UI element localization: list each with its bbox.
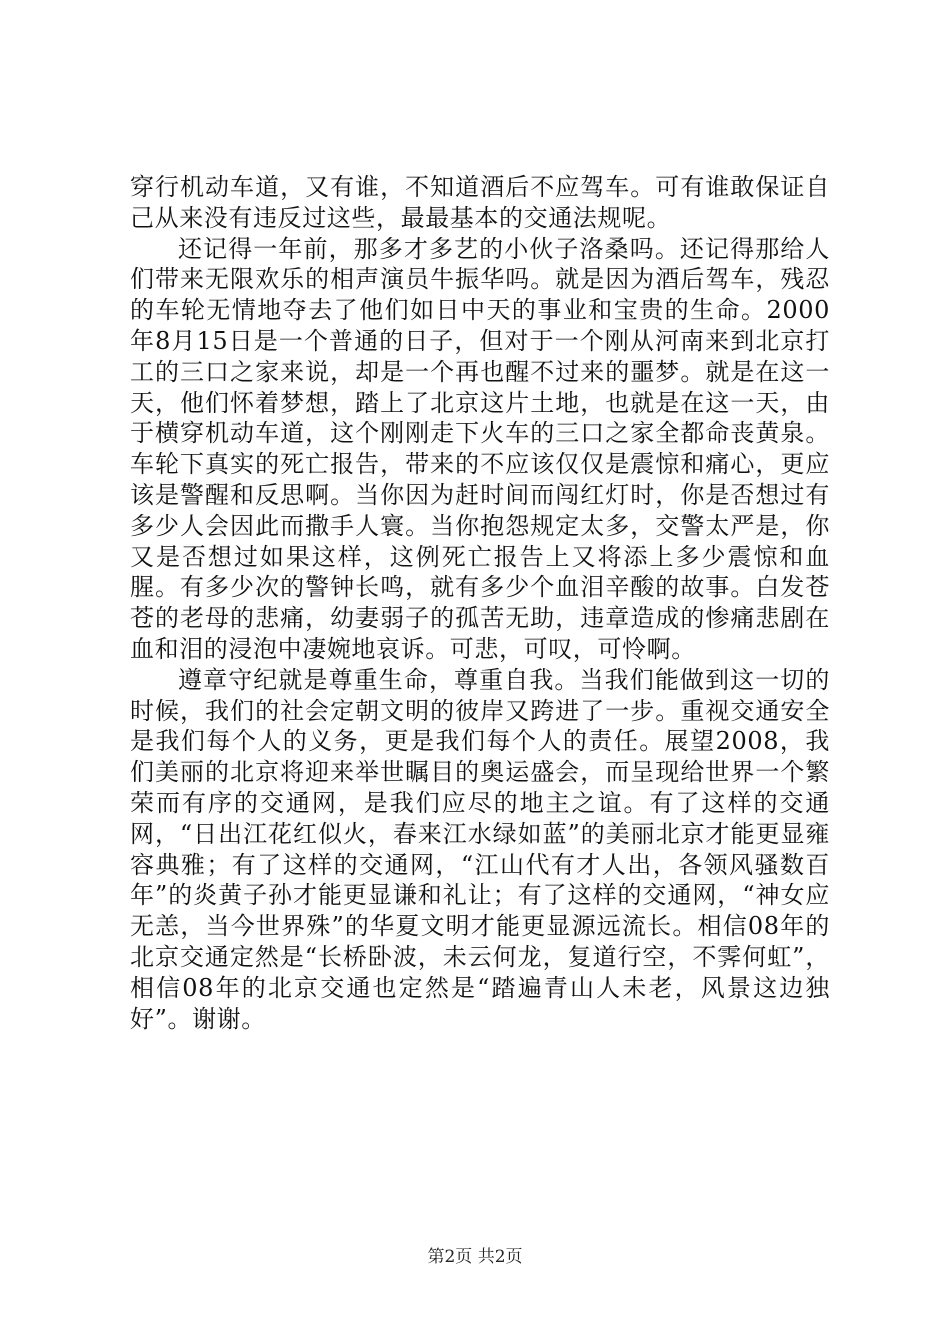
paragraph-continuation: 穿行机动车道，又有谁，不知道酒后不应驾车。可有谁敢保证自己从来没有违反过这些，最最基本的交通法规呢。	[130, 173, 830, 232]
paragraph: 还记得一年前，那多才多艺的小伙子洛桑吗。还记得那给人们带来无限欢乐的相声演员牛振华吗。就是因为酒后驾车，残忍的车轮无情地夺去了他们如日中天的事业和宝贵的生命。2000年8月15日是一个普通的日子，但对于一个刚从河南来到北京打工的三口之家来说，却是一个再也醒不过来的噩梦。就是在这一天，他们怀着梦想，踏上了北京这片土地，也就是在这一天，由于横穿机动车道，这个刚刚走下火车的三口之家全都命丧黄泉。车轮下真实的死亡报告，带来的不应该仅仅是震惊和痛心，更应该是警醒和反思啊。当你因为赶时间而闯红灯时，你是否想过有多少人会因此而撒手人寰。当你抱怨规定太多，交警太严是，你又是否想过如果这样，这例死亡报告上又将添上多少震惊和血腥。有多少次的警钟长鸣，就有多少个血泪辛酸的故事。白发苍苍的老母的悲痛，幼妻弱子的孤苦无助，违章造成的惨痛悲剧在血和泪的浸泡中凄婉地哀诉。可悲，可叹，可怜啊。	[130, 234, 830, 663]
body-text	[130, 172, 830, 1034]
paragraph: 遵章守纪就是尊重生命，尊重自我。当我们能做到这一切的时候，我们的社会定朝文明的彼岸又跨进了一步。重视交通安全是我们每个人的义务，更是我们每个人的责任。展望2008，我们美丽的北京将迎来举世瞩目的奥运盛会，而呈现给世界一个繁荣而有序的交通网，是我们应尽的地主之谊。有了这样的交通网，“日出江花红似火，春来江水绿如蓝”的美丽北京才能更显雍容典雅；有了这样的交通网，“江山代有才人出，各领风骚数百年”的炎黄子孙才能更显谦和礼让；有了这样的交通网，“神女应无恙，当今世界殊”的华夏文明才能更显源远流长。相信08年的北京交通定然是“长桥卧波，未云何龙，复道行空，不霁何虹”，相信08年的北京交通也定然是“踏遍青山人未老，风景这边独好”。谢谢。	[130, 665, 830, 1033]
page-footer: 第2页 共2页	[427, 1247, 523, 1267]
